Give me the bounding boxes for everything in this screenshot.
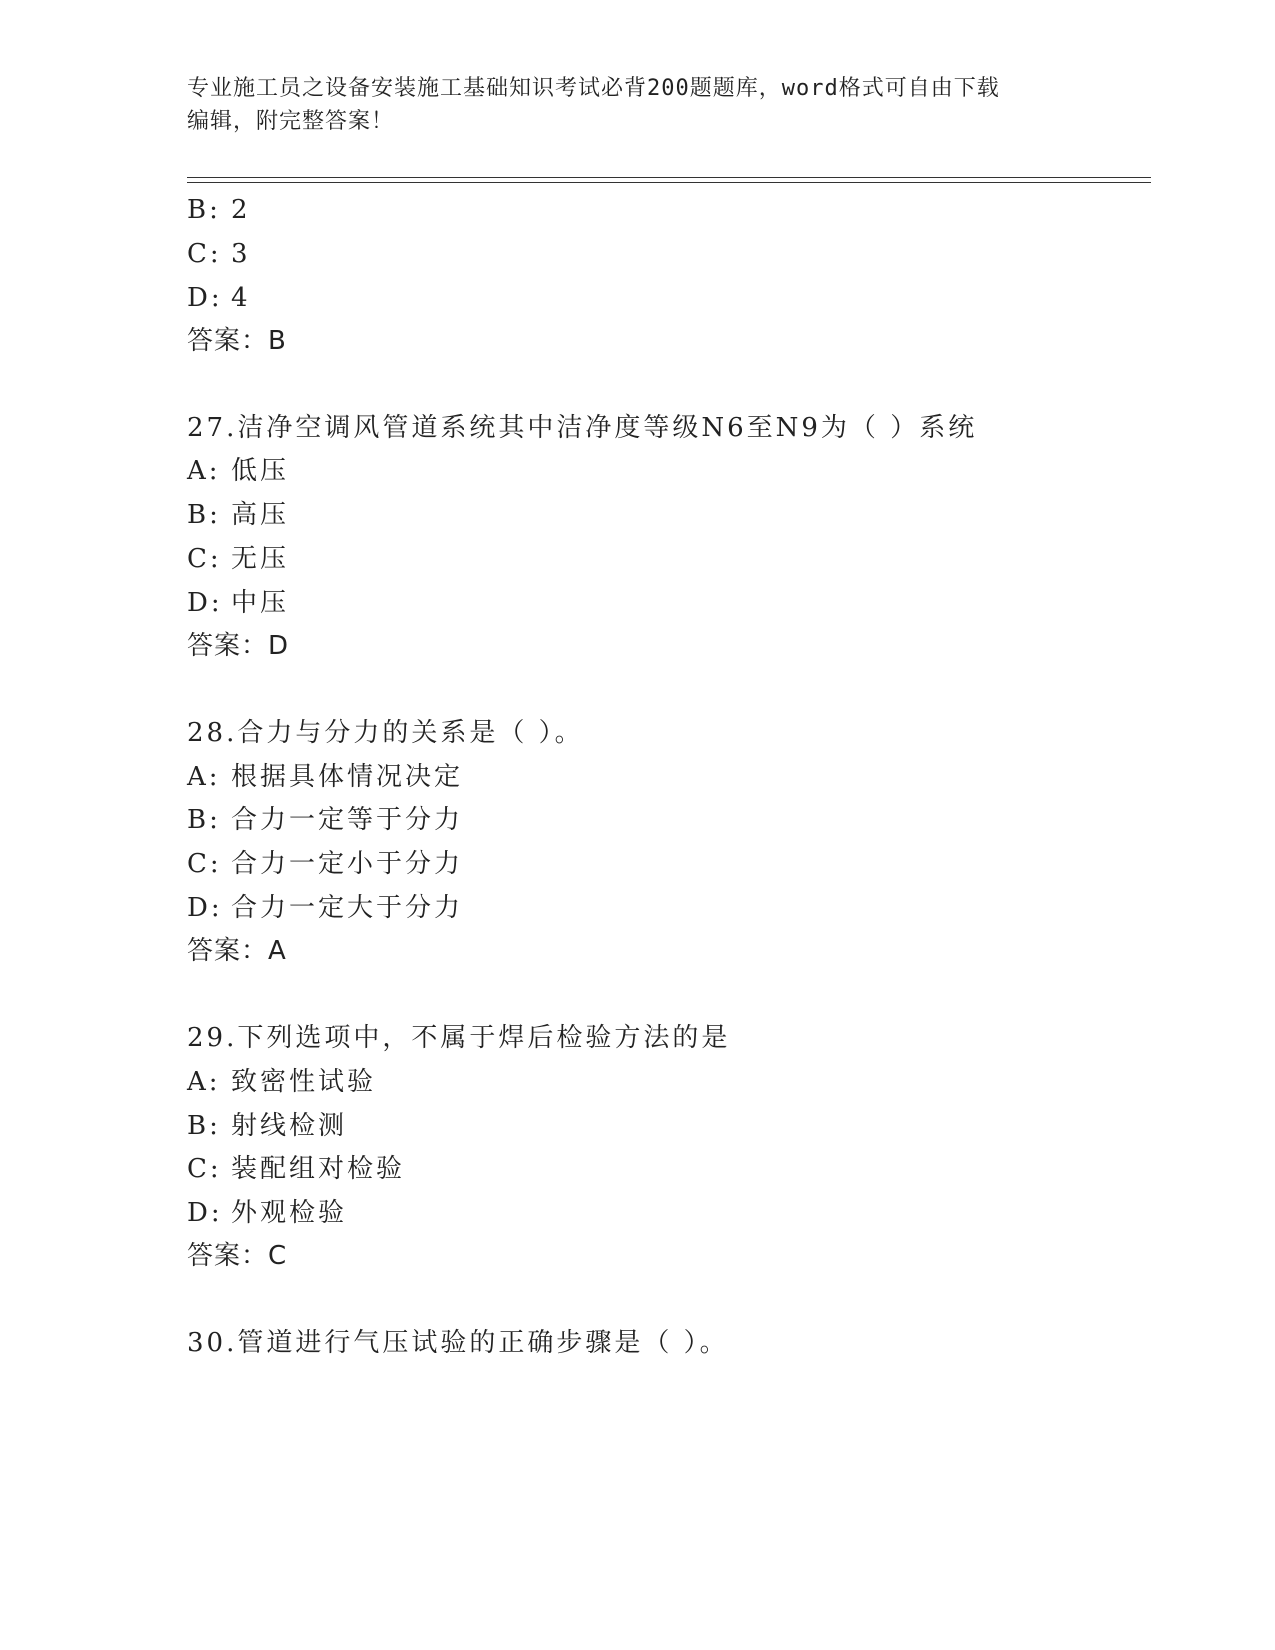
header-divider-top <box>187 177 1151 178</box>
option-c <box>187 848 463 880</box>
option-letter: A: <box>187 1067 221 1097</box>
option-c <box>187 543 289 575</box>
option-d <box>187 282 251 314</box>
option-text: 3 <box>231 239 251 269</box>
option-text: 根据具体情况决定 <box>231 762 464 792</box>
question-stem: 27.洁净空调风管道系统其中洁净度等级N6至N9为（ ）系统 <box>187 413 978 443</box>
option-letter: A: <box>187 456 221 486</box>
option-letter: C: <box>187 1154 222 1184</box>
header-line-1: 专业施工员之设备安装施工基础知识考试必背200题题库，word格式可自由下载 <box>187 76 1000 101</box>
option-letter: D: <box>187 1198 223 1228</box>
question-stem: 30.管道进行气压试验的正确步骤是（ ）。 <box>187 1328 729 1358</box>
option-text: 合力一定小于分力 <box>231 849 464 879</box>
option-text: 无压 <box>231 544 290 574</box>
question-stem: 29.下列选项中，不属于焊后检验方法的是 <box>187 1023 731 1053</box>
option-letter: C: <box>187 849 222 879</box>
option-letter: D: <box>187 283 223 313</box>
option-text: 装配组对检验 <box>231 1154 406 1184</box>
option-text: 高压 <box>231 500 290 530</box>
document-header <box>187 72 1087 138</box>
option-b <box>187 499 289 531</box>
option-letter: B: <box>187 805 221 835</box>
option-text: 合力一定等于分力 <box>231 805 464 835</box>
option-letter: C: <box>187 544 222 574</box>
option-b <box>187 804 463 836</box>
option-text: 外观检验 <box>231 1198 348 1228</box>
option-text: 2 <box>231 195 251 225</box>
option-b <box>187 194 251 226</box>
answer-line: 答案：A <box>187 936 287 966</box>
option-a <box>187 761 463 793</box>
answer-line: 答案：D <box>187 631 290 661</box>
option-d <box>187 587 289 619</box>
question-stem: 28.合力与分力的关系是（ ）。 <box>187 718 584 748</box>
option-d <box>187 1197 347 1229</box>
option-c <box>187 1153 405 1185</box>
option-text: 射线检测 <box>231 1111 348 1141</box>
option-text: 4 <box>231 283 251 313</box>
option-letter: D: <box>187 893 223 923</box>
option-text: 中压 <box>231 588 290 618</box>
header-divider-bottom <box>187 182 1151 183</box>
option-a <box>187 455 289 487</box>
answer-line: 答案：B <box>187 326 287 356</box>
option-letter: C: <box>187 239 222 269</box>
option-d <box>187 892 463 924</box>
option-letter: B: <box>187 500 221 530</box>
header-line-2: 编辑，附完整答案！ <box>187 109 395 134</box>
option-text: 低压 <box>231 456 290 486</box>
option-b <box>187 1110 347 1142</box>
option-letter: D: <box>187 588 223 618</box>
option-letter: A: <box>187 762 221 792</box>
option-text: 致密性试验 <box>231 1067 377 1097</box>
option-c <box>187 238 251 270</box>
option-letter: B: <box>187 195 221 225</box>
option-letter: B: <box>187 1111 221 1141</box>
option-a <box>187 1066 376 1098</box>
answer-line: 答案：C <box>187 1241 288 1271</box>
option-text: 合力一定大于分力 <box>231 893 464 923</box>
